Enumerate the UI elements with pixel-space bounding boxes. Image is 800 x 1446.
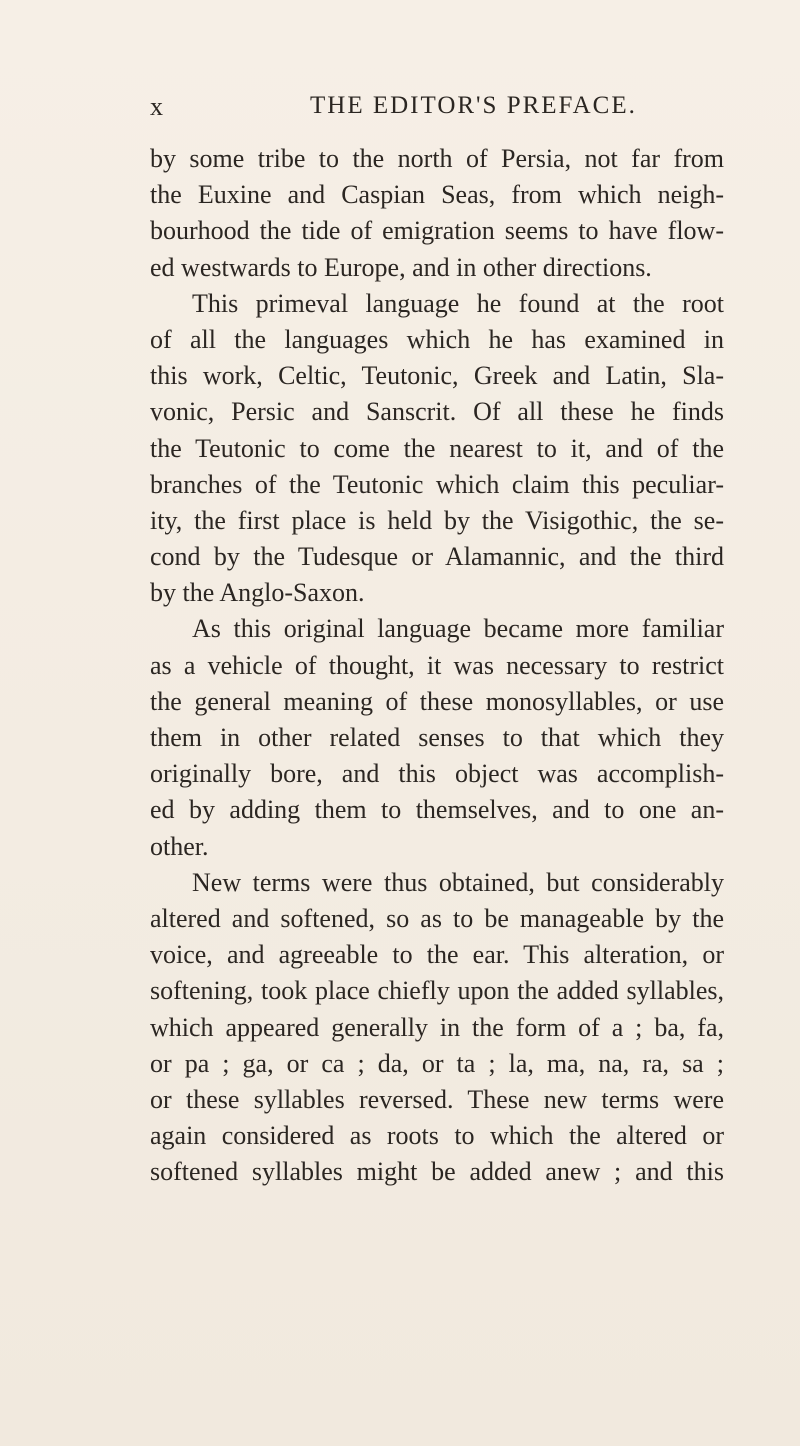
text-line: by some tribe to the north of Persia, not far from — [150, 144, 724, 173]
text-line: vonic, Persic and Sanscrit. Of all these he finds — [150, 397, 724, 427]
text-line: altered and softened, so as to be manageable by the — [150, 903, 724, 933]
text-line: ed westwards to Europe, and in other directions. — [150, 252, 652, 282]
text-line: voice, and agreeable to the ear. This alteration, or — [150, 940, 724, 970]
text-line: cond by the Tudesque or Alamannic, and the third — [150, 542, 724, 572]
text-line: the Euxine and Caspian Seas, from which neigh- — [150, 180, 724, 210]
text-line: or these syllables reversed. These new terms were — [150, 1084, 724, 1114]
text-line: again considered as roots to which the altered or — [150, 1121, 724, 1151]
text-line: This primeval language he found at the root — [192, 288, 724, 318]
text-line: New terms were thus obtained, but considerably — [192, 867, 724, 897]
text-line: other. — [150, 831, 209, 861]
text-line: bourhood the tide of emigration seems to have flow- — [150, 216, 724, 246]
text-line: softened syllables might be added anew ; and this — [150, 1157, 724, 1187]
page-number: x — [150, 92, 164, 121]
text-line: originally bore, and this object was accomplish- — [150, 759, 724, 789]
text-line: as a vehicle of thought, it was necessary to restrict — [150, 650, 724, 680]
text-line: this work, Celtic, Teutonic, Greek and Latin, Sla- — [150, 361, 724, 391]
text-line: ed by adding them to themselves, and to one an- — [150, 795, 724, 825]
text-line: branches of the Teutonic which claim this peculiar- — [150, 469, 724, 499]
text-line: of all the languages which he has examined in — [150, 324, 724, 354]
text-line: which appeared generally in the form of a ; ba, fa, — [150, 1012, 724, 1042]
text-line: the Teutonic to come the nearest to it, and of the — [150, 433, 724, 463]
text-line: the general meaning of these monosyllables, or use — [150, 686, 724, 716]
text-line: softening, took place chiefly upon the added syllables, — [150, 976, 724, 1006]
text-line: ity, the first place is held by the Visigothic, the se- — [150, 505, 724, 535]
text-line: by the Anglo-Saxon. — [150, 578, 365, 608]
running-head — [150, 92, 710, 128]
text-line: them in other related senses to that which they — [150, 723, 724, 752]
body-text — [150, 141, 724, 1190]
text-line: As this original language became more familiar — [192, 614, 724, 644]
text-line: or pa ; ga, or ca ; da, or ta ; la, ma, na, ra, sa ; — [150, 1048, 724, 1078]
running-title: THE EDITOR'S PREFACE. — [310, 92, 637, 119]
